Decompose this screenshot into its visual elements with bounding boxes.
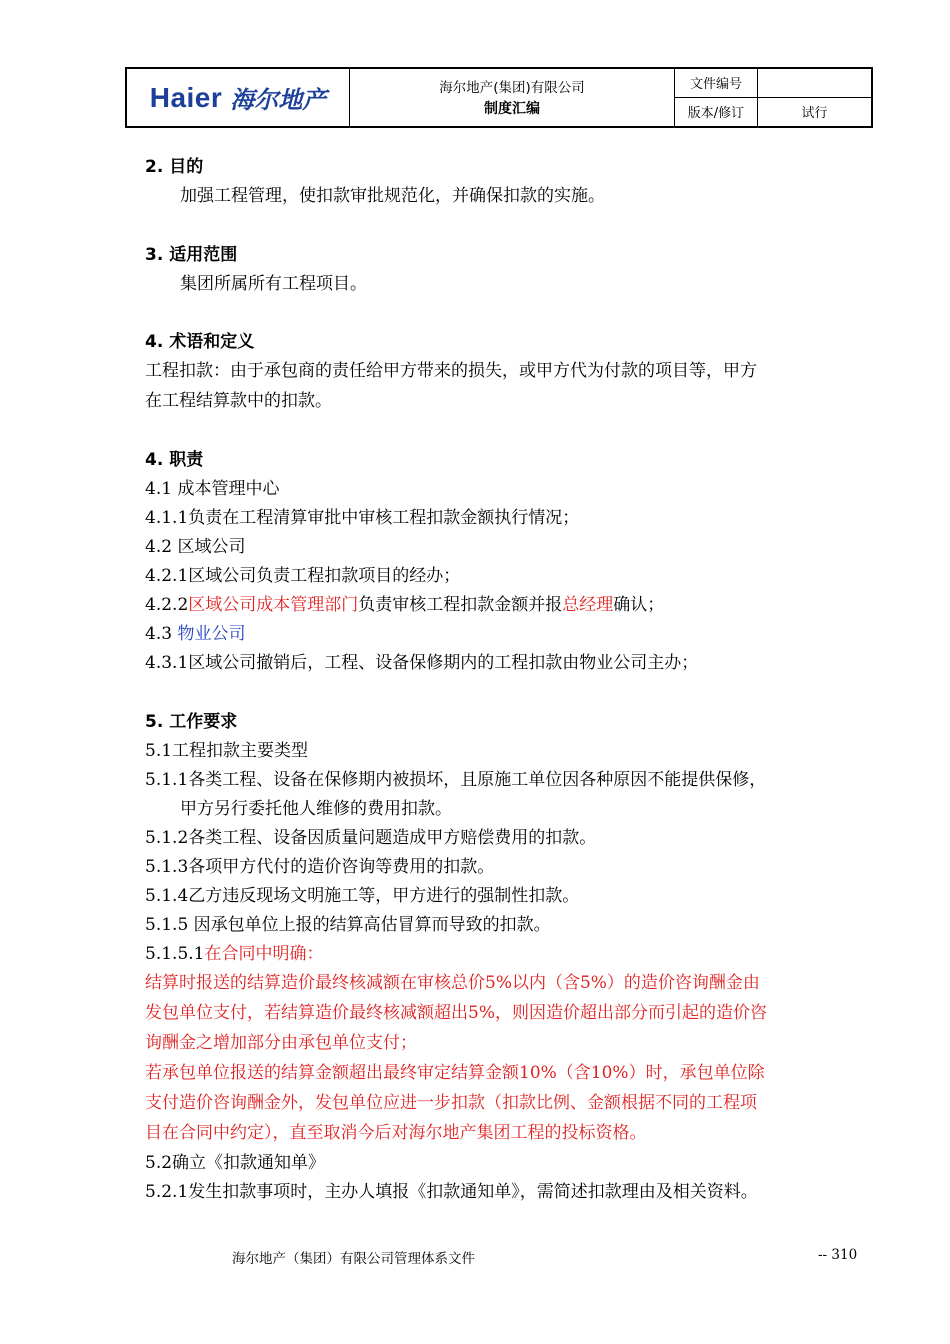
line-4-2-2-gm: 总经理 (562, 595, 614, 615)
section-3-body: 集团所属所有工程项目。 (180, 274, 367, 294)
meta-grid (675, 69, 871, 126)
line-4-2-1: 4.2.1区域公司负责工程扣款项目的经办； (145, 566, 461, 586)
line-4-3-1: 4.3.1区域公司撤销后，工程、设备保修期内的工程扣款由物业公司主办； (145, 653, 699, 673)
line-5-1-5-1-text: 在合同中明确： (204, 944, 324, 964)
line-4-1-1: 4.1.1负责在工程清算审批中审核工程扣款金额执行情况； (145, 508, 580, 528)
red-clause-2: 发包单位支付，若结算造价最终核减额超出5%，则因造价超出部分而引起的造价咨 (145, 1003, 767, 1023)
page-number: -- 310 (818, 1247, 858, 1263)
version-value: 试行 (801, 106, 828, 122)
line-4-1: 4.1 成本管理中心 (145, 479, 280, 499)
logo-text-cn: 海尔地产 (230, 86, 327, 114)
line-4-3-num: 4.3 (145, 624, 178, 644)
line-4-2: 4.2 区域公司 (145, 537, 246, 557)
line-5-1-1b: 甲方另行委托他人维修的费用扣款。 (180, 799, 452, 819)
red-clause-1: 结算时报送的结算造价最终核减额在审核总价5%以内（含5%）的造价咨询酬金由 (145, 973, 760, 993)
line-5-1-1a: 5.1.1各类工程、设备在保修期内被损坏，且原施工单位因各种原因不能提供保修， (145, 770, 767, 790)
doc-type: 制度汇编 (484, 100, 540, 117)
line-4-2-2-dept: 区域公司成本管理部门 (188, 595, 359, 615)
line-5-1-5-1 (145, 943, 323, 965)
line-5-1-5-1-num: 5.1.5.1 (145, 944, 205, 964)
company-name: 海尔地产(集团)有限公司 (439, 79, 585, 96)
line-4-2-2-end: 确认； (613, 595, 665, 615)
line-5-1: 5.1工程扣款主要类型 (145, 741, 309, 761)
red-clause-5: 支付造价咨询酬金外，发包单位应进一步扣款（扣款比例、金额根据不同的工程项 (145, 1093, 757, 1113)
haier-logo (127, 69, 350, 126)
document-header (125, 67, 873, 128)
file-no-label: 文件编号 (675, 69, 758, 98)
terms-line-1: 工程扣款：由于承包商的责任给甲方带来的损失，或甲方代为付款的项目等，甲方 (145, 361, 757, 381)
file-no-value (758, 69, 871, 98)
line-4-3 (145, 623, 245, 645)
line-5-1-2: 5.1.2各类工程、设备因质量问题造成甲方赔偿费用的扣款。 (145, 828, 597, 848)
footer-doc-name: 海尔地产（集团）有限公司管理体系文件 (232, 1251, 475, 1267)
section-5-title: 5. 工作要求 (145, 712, 238, 732)
line-5-1-4: 5.1.4乙方违反现场文明施工等，甲方进行的强制性扣款。 (145, 886, 580, 906)
line-4-2-2-mid: 负责审核工程扣款金额并报 (358, 595, 563, 615)
section-duty-title: 4. 职责 (145, 450, 204, 470)
section-2-title: 2. 目的 (145, 157, 204, 177)
red-clause-3: 询酬金之增加部分由承包单位支付； (145, 1033, 417, 1053)
line-4-3-label: 物业公司 (177, 624, 246, 644)
section-3-title: 3. 适用范围 (145, 245, 238, 265)
line-4-2-2-num: 4.2.2 (145, 595, 189, 615)
line-5-1-3: 5.1.3各项甲方代付的造价咨询等费用的扣款。 (145, 857, 495, 877)
company-cell (350, 69, 675, 126)
logo-text-en: Haier (149, 81, 223, 113)
line-5-2: 5.2确立《扣款通知单》 (145, 1153, 326, 1173)
line-5-2-1: 5.2.1发生扣款事项时，主办人填报《扣款通知单》，需简述扣款理由及相关资料。 (145, 1182, 758, 1202)
red-clause-6: 目在合同中约定），直至取消今后对海尔地产集团工程的投标资格。 (145, 1123, 647, 1143)
line-4-2-2 (145, 594, 664, 616)
terms-line-2: 在工程结算款中的扣款。 (145, 391, 332, 411)
line-5-1-5: 5.1.5 因承包单位上报的结算高估冒算而导致的扣款。 (145, 915, 551, 935)
red-clause-4: 若承包单位报送的结算金额超出最终审定结算金额10%（含10%）时，承包单位除 (145, 1063, 765, 1083)
section-terms-title: 4. 术语和定义 (145, 332, 255, 352)
version-label: 版本/修订 (675, 98, 758, 127)
section-2-body: 加强工程管理，使扣款审批规范化，并确保扣款的实施。 (180, 186, 605, 206)
